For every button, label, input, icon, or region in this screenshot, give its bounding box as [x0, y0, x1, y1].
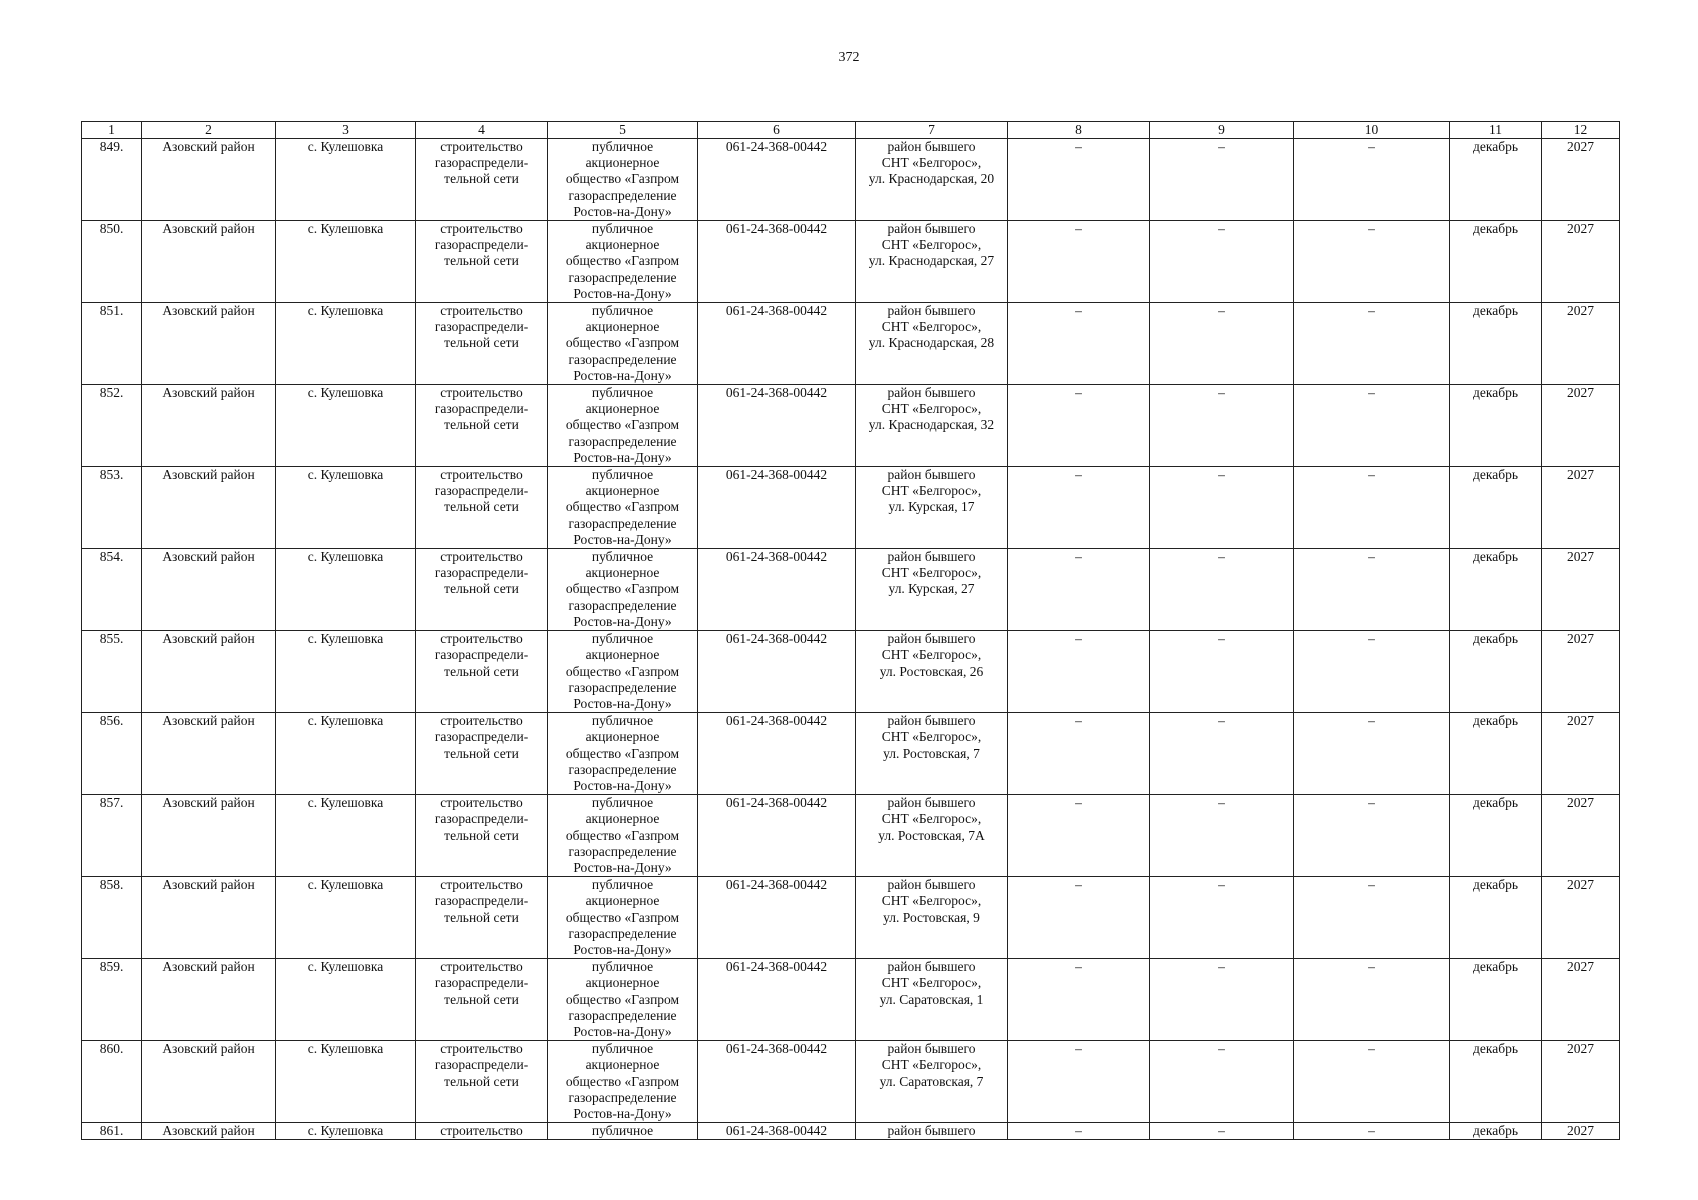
- column-9-cell: –: [1150, 303, 1294, 385]
- column-header-10: 10: [1294, 122, 1450, 139]
- settlement-cell: с. Кулешовка: [276, 303, 416, 385]
- district-cell: Азовский район: [142, 631, 276, 713]
- table-row: [82, 467, 1620, 549]
- data-table: [81, 121, 1620, 1140]
- row-number-cell: 857.: [82, 795, 142, 877]
- address-cell: район бывшего СНТ «Белгорос», ул. Ростовская, 7А: [856, 795, 1008, 877]
- row-number-cell: 859.: [82, 959, 142, 1041]
- month-cell: декабрь: [1450, 1123, 1542, 1140]
- column-9-cell: –: [1150, 959, 1294, 1041]
- registry-code-cell: 061-24-368-00442: [698, 877, 856, 959]
- column-9-cell: –: [1150, 467, 1294, 549]
- settlement-cell: с. Кулешовка: [276, 385, 416, 467]
- address-cell: район бывшего СНТ «Белгорос», ул. Краснодарская, 20: [856, 139, 1008, 221]
- column-10-cell: –: [1294, 959, 1450, 1041]
- work-type-cell: строительство газораспредели- тельной сети: [416, 877, 548, 959]
- address-cell: район бывшего СНТ «Белгорос», ул. Саратовская, 1: [856, 959, 1008, 1041]
- month-cell: декабрь: [1450, 221, 1542, 303]
- address-cell: район бывшего: [856, 1123, 1008, 1140]
- owner-cell: публичное: [548, 1123, 698, 1140]
- registry-code-cell: 061-24-368-00442: [698, 467, 856, 549]
- address-cell: район бывшего СНТ «Белгорос», ул. Ростовская, 26: [856, 631, 1008, 713]
- district-cell: Азовский район: [142, 139, 276, 221]
- column-header-7: 7: [856, 122, 1008, 139]
- table-row: [82, 1123, 1620, 1140]
- month-cell: декабрь: [1450, 877, 1542, 959]
- column-10-cell: –: [1294, 303, 1450, 385]
- work-type-cell: строительство газораспредели- тельной сети: [416, 713, 548, 795]
- column-8-cell: –: [1008, 1041, 1150, 1123]
- column-9-cell: –: [1150, 631, 1294, 713]
- settlement-cell: с. Кулешовка: [276, 795, 416, 877]
- registry-code-cell: 061-24-368-00442: [698, 631, 856, 713]
- work-type-cell: строительство газораспредели- тельной сети: [416, 795, 548, 877]
- work-type-cell: строительство газораспредели- тельной сети: [416, 385, 548, 467]
- address-cell: район бывшего СНТ «Белгорос», ул. Краснодарская, 32: [856, 385, 1008, 467]
- column-9-cell: –: [1150, 877, 1294, 959]
- work-type-cell: строительство газораспредели- тельной сети: [416, 303, 548, 385]
- registry-code-cell: 061-24-368-00442: [698, 549, 856, 631]
- settlement-cell: с. Кулешовка: [276, 1123, 416, 1140]
- year-cell: 2027: [1542, 877, 1620, 959]
- work-type-cell: строительство газораспредели- тельной сети: [416, 139, 548, 221]
- owner-cell: публичное акционерное общество «Газпром газораспределение Ростов-на-Дону»: [548, 713, 698, 795]
- column-10-cell: –: [1294, 549, 1450, 631]
- registry-code-cell: 061-24-368-00442: [698, 1041, 856, 1123]
- owner-cell: публичное акционерное общество «Газпром газораспределение Ростов-на-Дону»: [548, 221, 698, 303]
- row-number-cell: 851.: [82, 303, 142, 385]
- address-cell: район бывшего СНТ «Белгорос», ул. Ростовская, 7: [856, 713, 1008, 795]
- owner-cell: публичное акционерное общество «Газпром газораспределение Ростов-на-Дону»: [548, 1041, 698, 1123]
- column-10-cell: –: [1294, 631, 1450, 713]
- column-10-cell: –: [1294, 1123, 1450, 1140]
- district-cell: Азовский район: [142, 549, 276, 631]
- settlement-cell: с. Кулешовка: [276, 959, 416, 1041]
- address-cell: район бывшего СНТ «Белгорос», ул. Ростовская, 9: [856, 877, 1008, 959]
- address-cell: район бывшего СНТ «Белгорос», ул. Курская, 17: [856, 467, 1008, 549]
- table-row: [82, 385, 1620, 467]
- settlement-cell: с. Кулешовка: [276, 631, 416, 713]
- month-cell: декабрь: [1450, 385, 1542, 467]
- month-cell: декабрь: [1450, 467, 1542, 549]
- year-cell: 2027: [1542, 1041, 1620, 1123]
- settlement-cell: с. Кулешовка: [276, 713, 416, 795]
- month-cell: декабрь: [1450, 303, 1542, 385]
- column-header-4: 4: [416, 122, 548, 139]
- settlement-cell: с. Кулешовка: [276, 1041, 416, 1123]
- registry-code-cell: 061-24-368-00442: [698, 385, 856, 467]
- column-8-cell: –: [1008, 385, 1150, 467]
- settlement-cell: с. Кулешовка: [276, 467, 416, 549]
- table-row: [82, 221, 1620, 303]
- column-header-1: 1: [82, 122, 142, 139]
- column-10-cell: –: [1294, 1041, 1450, 1123]
- column-9-cell: –: [1150, 549, 1294, 631]
- registry-code-cell: 061-24-368-00442: [698, 795, 856, 877]
- column-8-cell: –: [1008, 303, 1150, 385]
- year-cell: 2027: [1542, 221, 1620, 303]
- owner-cell: публичное акционерное общество «Газпром газораспределение Ростов-на-Дону»: [548, 631, 698, 713]
- column-header-6: 6: [698, 122, 856, 139]
- year-cell: 2027: [1542, 795, 1620, 877]
- column-8-cell: –: [1008, 631, 1150, 713]
- registry-code-cell: 061-24-368-00442: [698, 303, 856, 385]
- district-cell: Азовский район: [142, 877, 276, 959]
- year-cell: 2027: [1542, 139, 1620, 221]
- month-cell: декабрь: [1450, 795, 1542, 877]
- owner-cell: публичное акционерное общество «Газпром газораспределение Ростов-на-Дону»: [548, 549, 698, 631]
- column-9-cell: –: [1150, 1041, 1294, 1123]
- registry-code-cell: 061-24-368-00442: [698, 1123, 856, 1140]
- table-row: [82, 549, 1620, 631]
- month-cell: декабрь: [1450, 959, 1542, 1041]
- owner-cell: публичное акционерное общество «Газпром газораспределение Ростов-на-Дону»: [548, 139, 698, 221]
- month-cell: декабрь: [1450, 139, 1542, 221]
- column-8-cell: –: [1008, 221, 1150, 303]
- row-number-cell: 860.: [82, 1041, 142, 1123]
- district-cell: Азовский район: [142, 303, 276, 385]
- year-cell: 2027: [1542, 385, 1620, 467]
- column-9-cell: –: [1150, 139, 1294, 221]
- table-row: [82, 959, 1620, 1041]
- month-cell: декабрь: [1450, 713, 1542, 795]
- row-number-cell: 853.: [82, 467, 142, 549]
- registry-code-cell: 061-24-368-00442: [698, 959, 856, 1041]
- address-cell: район бывшего СНТ «Белгорос», ул. Краснодарская, 28: [856, 303, 1008, 385]
- column-9-cell: –: [1150, 713, 1294, 795]
- column-9-cell: –: [1150, 795, 1294, 877]
- owner-cell: публичное акционерное общество «Газпром газораспределение Ростов-на-Дону»: [548, 795, 698, 877]
- table-row: [82, 139, 1620, 221]
- owner-cell: публичное акционерное общество «Газпром газораспределение Ростов-на-Дону»: [548, 959, 698, 1041]
- column-9-cell: –: [1150, 1123, 1294, 1140]
- work-type-cell: строительство газораспредели- тельной сети: [416, 221, 548, 303]
- row-number-cell: 849.: [82, 139, 142, 221]
- registry-code-cell: 061-24-368-00442: [698, 139, 856, 221]
- column-header-3: 3: [276, 122, 416, 139]
- column-8-cell: –: [1008, 549, 1150, 631]
- owner-cell: публичное акционерное общество «Газпром газораспределение Ростов-на-Дону»: [548, 303, 698, 385]
- row-number-cell: 852.: [82, 385, 142, 467]
- address-cell: район бывшего СНТ «Белгорос», ул. Саратовская, 7: [856, 1041, 1008, 1123]
- district-cell: Азовский район: [142, 467, 276, 549]
- table-row: [82, 631, 1620, 713]
- row-number-cell: 855.: [82, 631, 142, 713]
- owner-cell: публичное акционерное общество «Газпром газораспределение Ростов-на-Дону»: [548, 467, 698, 549]
- year-cell: 2027: [1542, 713, 1620, 795]
- work-type-cell: строительство газораспредели- тельной сети: [416, 631, 548, 713]
- column-10-cell: –: [1294, 467, 1450, 549]
- table-row: [82, 877, 1620, 959]
- row-number-cell: 861.: [82, 1123, 142, 1140]
- page-number: 372: [838, 50, 860, 65]
- year-cell: 2027: [1542, 467, 1620, 549]
- column-8-cell: –: [1008, 795, 1150, 877]
- column-header-2: 2: [142, 122, 276, 139]
- district-cell: Азовский район: [142, 795, 276, 877]
- column-8-cell: –: [1008, 467, 1150, 549]
- registry-code-cell: 061-24-368-00442: [698, 713, 856, 795]
- month-cell: декабрь: [1450, 631, 1542, 713]
- settlement-cell: с. Кулешовка: [276, 139, 416, 221]
- owner-cell: публичное акционерное общество «Газпром газораспределение Ростов-на-Дону»: [548, 385, 698, 467]
- work-type-cell: строительство газораспредели- тельной сети: [416, 467, 548, 549]
- district-cell: Азовский район: [142, 713, 276, 795]
- address-cell: район бывшего СНТ «Белгорос», ул. Курская, 27: [856, 549, 1008, 631]
- month-cell: декабрь: [1450, 549, 1542, 631]
- table-row: [82, 1041, 1620, 1123]
- settlement-cell: с. Кулешовка: [276, 221, 416, 303]
- year-cell: 2027: [1542, 1123, 1620, 1140]
- column-header-8: 8: [1008, 122, 1150, 139]
- work-type-cell: строительство: [416, 1123, 548, 1140]
- month-cell: декабрь: [1450, 1041, 1542, 1123]
- column-8-cell: –: [1008, 959, 1150, 1041]
- row-number-cell: 856.: [82, 713, 142, 795]
- column-8-cell: –: [1008, 139, 1150, 221]
- table-row: [82, 303, 1620, 385]
- work-type-cell: строительство газораспредели- тельной сети: [416, 1041, 548, 1123]
- column-header-11: 11: [1450, 122, 1542, 139]
- year-cell: 2027: [1542, 959, 1620, 1041]
- settlement-cell: с. Кулешовка: [276, 877, 416, 959]
- column-header-row: [82, 122, 1620, 139]
- column-8-cell: –: [1008, 877, 1150, 959]
- registry-code-cell: 061-24-368-00442: [698, 221, 856, 303]
- district-cell: Азовский район: [142, 1123, 276, 1140]
- table-row: [82, 713, 1620, 795]
- district-cell: Азовский район: [142, 385, 276, 467]
- address-cell: район бывшего СНТ «Белгорос», ул. Краснодарская, 27: [856, 221, 1008, 303]
- district-cell: Азовский район: [142, 221, 276, 303]
- column-10-cell: –: [1294, 139, 1450, 221]
- column-header-5: 5: [548, 122, 698, 139]
- owner-cell: публичное акционерное общество «Газпром газораспределение Ростов-на-Дону»: [548, 877, 698, 959]
- column-header-9: 9: [1150, 122, 1294, 139]
- column-10-cell: –: [1294, 795, 1450, 877]
- column-9-cell: –: [1150, 385, 1294, 467]
- column-10-cell: –: [1294, 221, 1450, 303]
- row-number-cell: 854.: [82, 549, 142, 631]
- work-type-cell: строительство газораспредели- тельной сети: [416, 549, 548, 631]
- column-8-cell: –: [1008, 1123, 1150, 1140]
- column-8-cell: –: [1008, 713, 1150, 795]
- work-type-cell: строительство газораспредели- тельной сети: [416, 959, 548, 1041]
- table-row: [82, 795, 1620, 877]
- district-cell: Азовский район: [142, 1041, 276, 1123]
- table-body: [82, 122, 1620, 1140]
- year-cell: 2027: [1542, 303, 1620, 385]
- column-10-cell: –: [1294, 877, 1450, 959]
- row-number-cell: 850.: [82, 221, 142, 303]
- year-cell: 2027: [1542, 549, 1620, 631]
- column-header-12: 12: [1542, 122, 1620, 139]
- column-10-cell: –: [1294, 713, 1450, 795]
- district-cell: Азовский район: [142, 959, 276, 1041]
- row-number-cell: 858.: [82, 877, 142, 959]
- year-cell: 2027: [1542, 631, 1620, 713]
- settlement-cell: с. Кулешовка: [276, 549, 416, 631]
- column-10-cell: –: [1294, 385, 1450, 467]
- column-9-cell: –: [1150, 221, 1294, 303]
